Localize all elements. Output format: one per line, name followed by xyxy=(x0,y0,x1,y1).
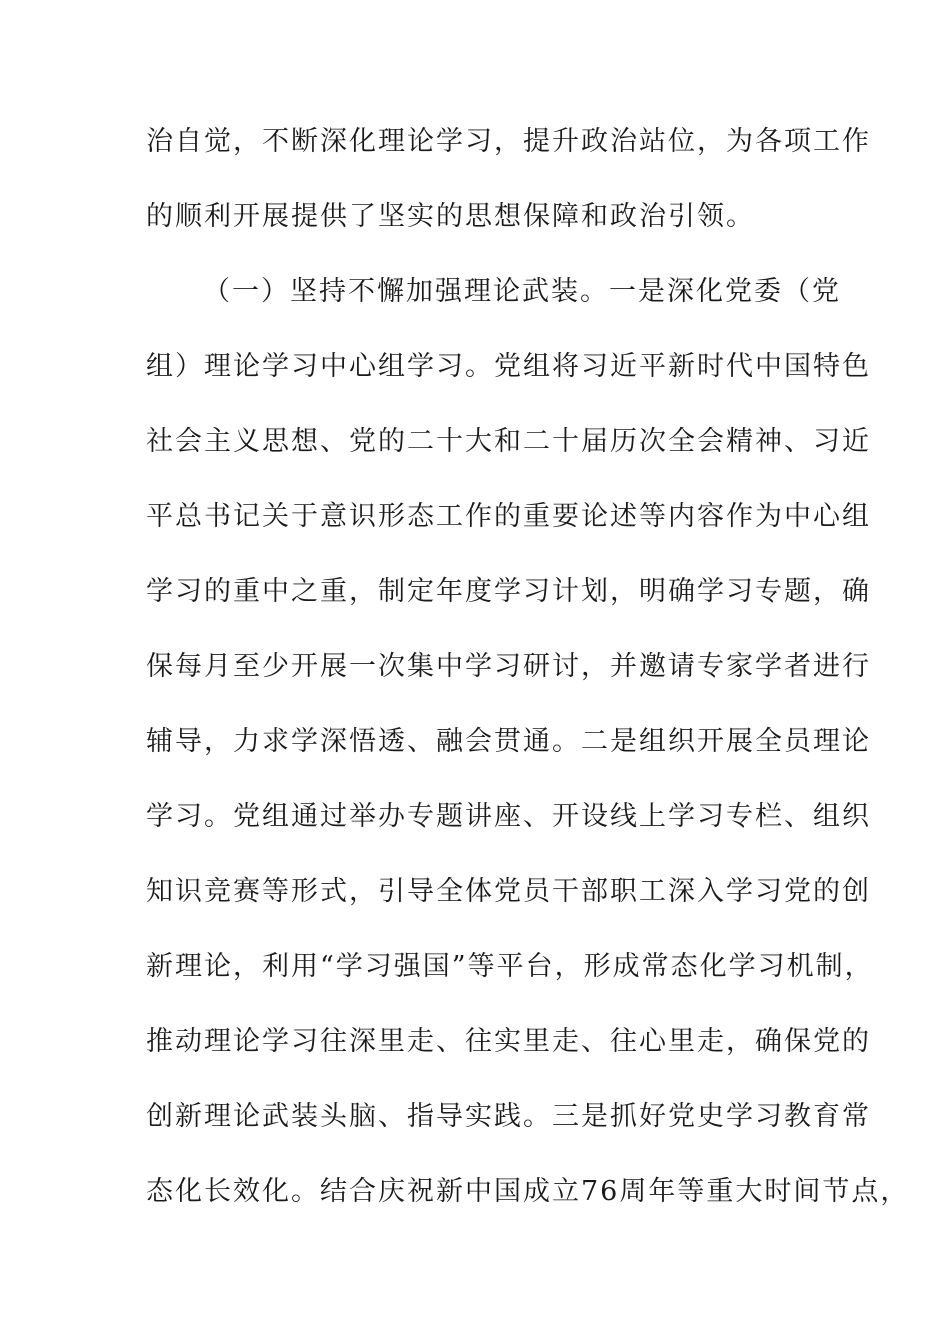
paragraph-line: 的顺利开展提供了坚实的思想保障和政治引领。 xyxy=(146,201,755,232)
paragraph-line: 知识竞赛等形式，引导全体党员干部职工深入学习党的创 xyxy=(146,876,871,907)
paragraph-line: 新理论，利用“学习强国”等平台，形成常态化学习机制， xyxy=(146,951,874,982)
paragraph-line: 创新理论武装头脑、指导实践。三是抓好党史学习教育常 xyxy=(146,1101,871,1132)
paragraph-line: 学习的重中之重，制定年度学习计划，明确学习专题，确 xyxy=(146,576,871,607)
paragraph-line: 态化长效化。结合庆祝新中国成立76周年等重大时间节点， xyxy=(146,1176,910,1207)
paragraph-line: 保每月至少开展一次集中学习研讨，并邀请专家学者进行 xyxy=(146,651,871,682)
section-heading-line: （一）坚持不懈加强理论武装。一是深化党委（党 xyxy=(203,276,841,307)
paragraph-line: 组）理论学习中心组学习。党组将习近平新时代中国特色 xyxy=(146,351,871,382)
paragraph-line: 学习。党组通过举办专题讲座、开设线上学习专栏、组织 xyxy=(146,801,871,832)
paragraph-line: 平总书记关于意识形态工作的重要论述等内容作为中心组 xyxy=(146,501,871,532)
paragraph-line: 推动理论学习往深里走、往实里走、往心里走，确保党的 xyxy=(146,1026,871,1057)
paragraph-line: 社会主义思想、党的二十大和二十届历次全会精神、习近 xyxy=(146,426,871,457)
paragraph-line: 辅导，力求学深悟透、融会贯通。二是组织开展全员理论 xyxy=(146,726,871,757)
paragraph-line: 治自觉，不断深化理论学习，提升政治站位，为各项工作 xyxy=(146,126,871,157)
